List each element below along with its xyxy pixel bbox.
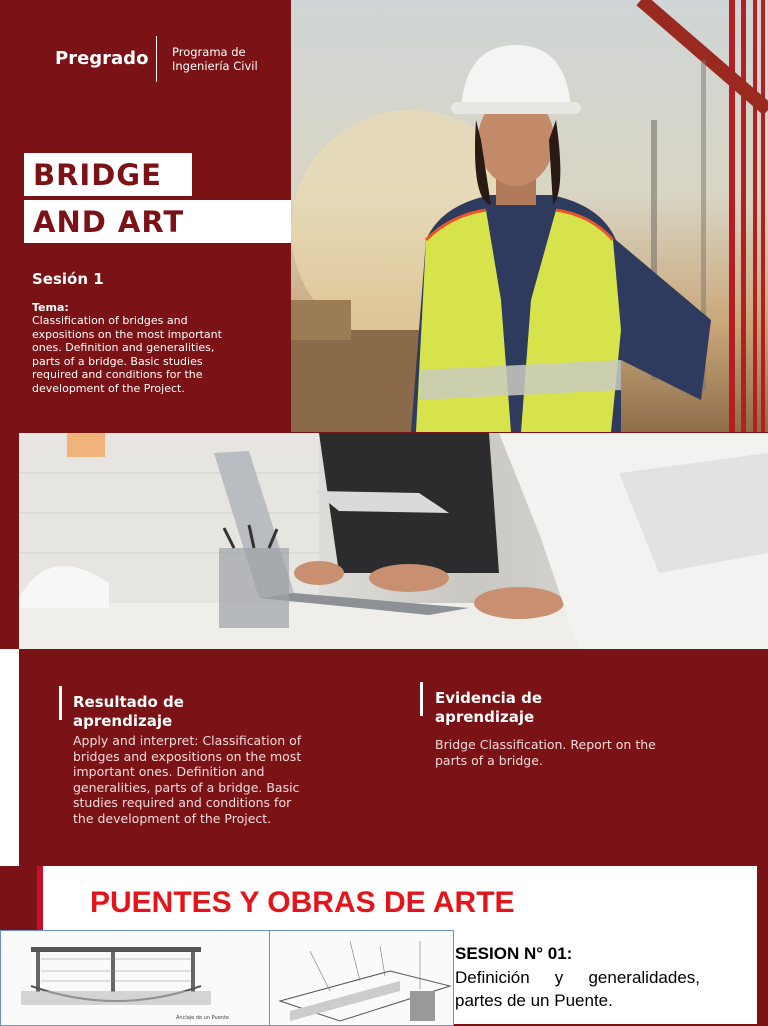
- engineer-photo: [291, 0, 768, 432]
- office-meeting-photo: [19, 433, 768, 649]
- engineer-illustration: [291, 0, 768, 432]
- bridge-section-drawing: [0, 930, 270, 1026]
- outcome-text: Apply and interpret: Classification of bridges and expositions on the most important ones. Definition and generalities, parts of a bridge. Basic studies required and conditions for the development of the Project.: [73, 733, 302, 826]
- slide-red-edge: [37, 866, 43, 936]
- evidence-heading-line1: Evidencia de: [435, 689, 543, 707]
- title-box-1: [24, 153, 192, 196]
- outcome-heading-line2: aprendizaje: [73, 712, 173, 730]
- session-label: Sesión 1: [32, 270, 104, 288]
- slide-title: PUENTES Y OBRAS DE ARTE: [90, 886, 515, 919]
- bridge-section-illustration: [1, 931, 269, 1025]
- evidence-heading-line2: aprendizaje: [435, 708, 535, 726]
- evidence-heading: [435, 689, 635, 727]
- brand-divider: [156, 36, 157, 82]
- bridge-parts-drawing: [269, 930, 454, 1026]
- outcome-bar: [59, 686, 62, 720]
- title-line1: BRIDGE: [33, 158, 162, 192]
- program-label: [172, 45, 282, 73]
- program-line2: Ingeniería Civil: [172, 59, 258, 73]
- evidence-text: Bridge Classification. Report on the parts of a bridge.: [435, 737, 656, 768]
- slide-session-label: SESION N° 01:: [455, 944, 573, 963]
- topic-text: Classification of bridges and expositions on the most important ones. Definition and generalities, parts of a bridge. Basic studies required and conditions for the development of the Project.: [32, 314, 222, 395]
- program-line1: Programa de: [172, 45, 246, 59]
- bridge-parts-illustration: [270, 931, 453, 1025]
- drawing-caption: Anclaje de un Puente: [176, 1015, 229, 1021]
- title-box-2: [24, 200, 305, 243]
- brand-label: Pregrado: [55, 48, 149, 69]
- outcome-heading: [73, 693, 273, 731]
- title-line2: AND ART: [33, 205, 185, 239]
- evidence-bar: [420, 682, 423, 716]
- office-illustration: [19, 433, 768, 649]
- outcome-heading-line1: Resultado de: [73, 693, 184, 711]
- slide-description: Definición y generalidades, partes de un Puente.: [455, 968, 700, 1010]
- left-white-strip: [0, 649, 19, 866]
- topic-label: Tema:: [32, 301, 69, 314]
